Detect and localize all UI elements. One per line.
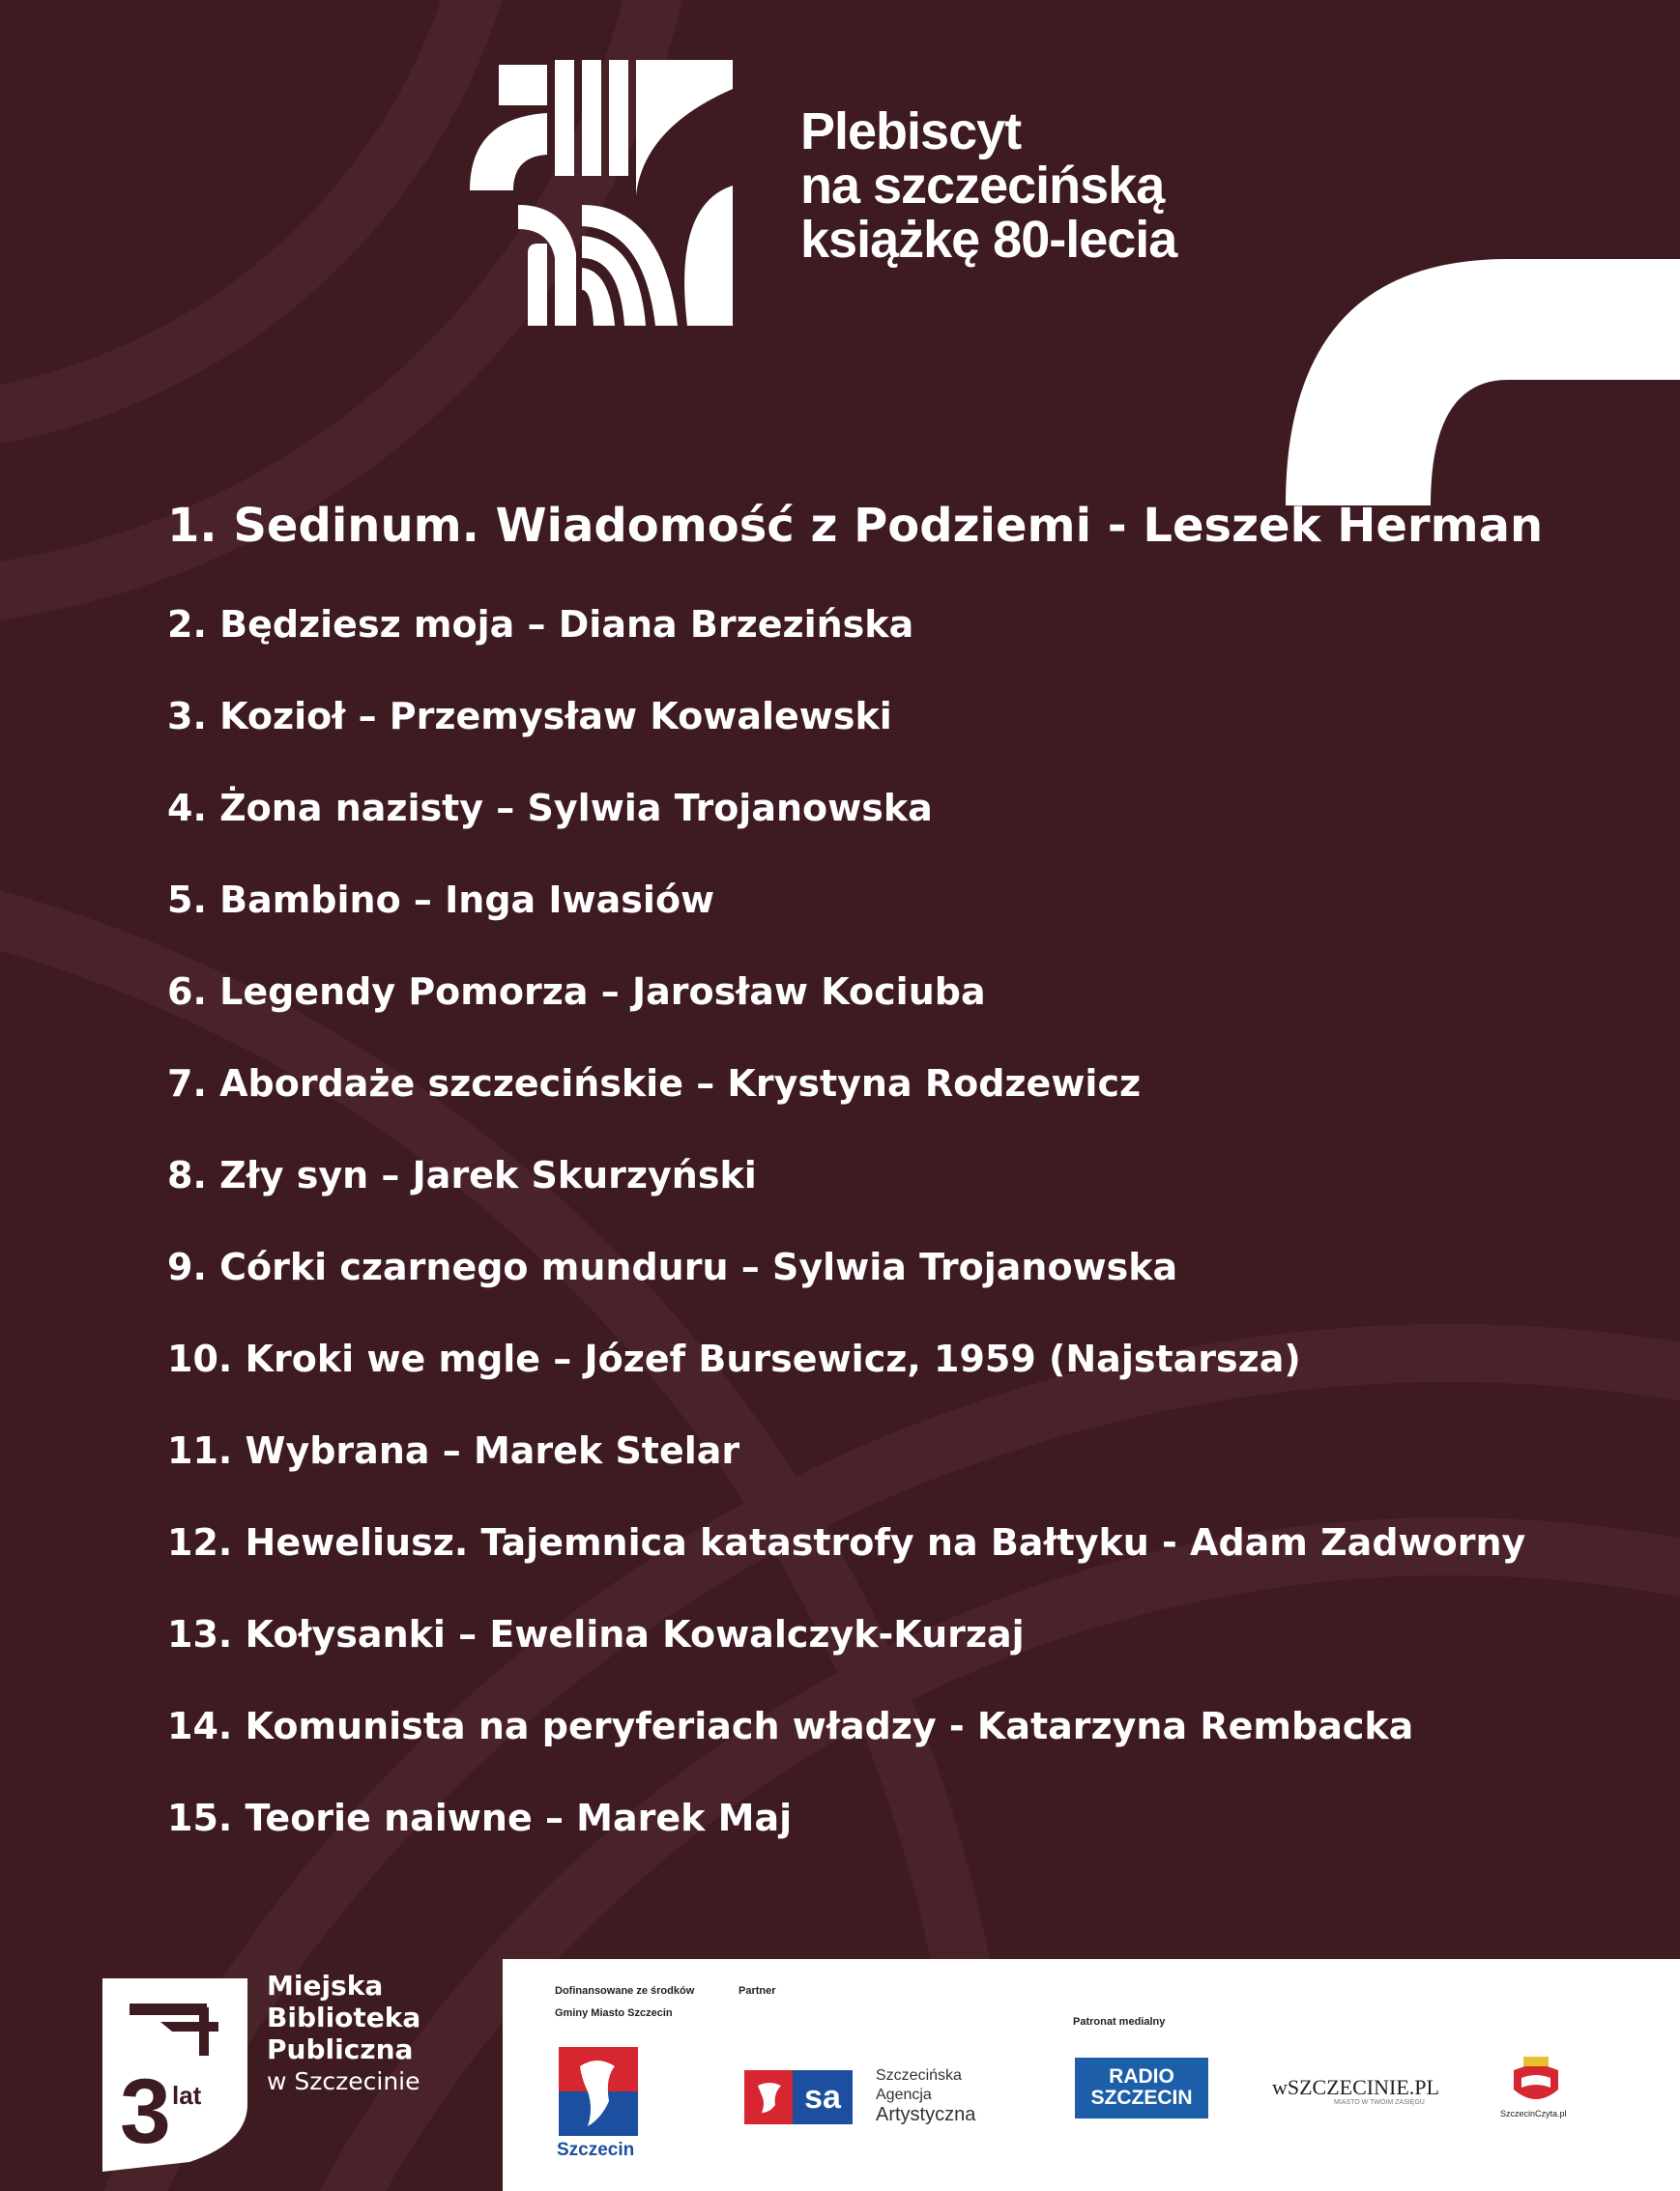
title-line-3: książkę 80-lecia	[800, 211, 1177, 269]
library-logo-lat: lat	[172, 2081, 202, 2110]
wszczecinie-logo: wSZCZECINIE.PL	[1272, 2075, 1439, 2099]
szczecin-czyta-logo	[1508, 2057, 1564, 2107]
book-list	[167, 499, 1544, 1887]
szczecin-label: Szczecin	[557, 2140, 635, 2160]
book-item: 15. Teorie naiwne – Marek Maj	[167, 1797, 793, 1839]
plebiscite-logo	[470, 60, 733, 326]
sa-name-line-2: Agencja	[876, 2087, 932, 2103]
szczecin-czyta-label: SzczecinCzyta.pl	[1500, 2109, 1567, 2119]
sa-logo	[744, 2070, 853, 2124]
radio-line-1: RADIO	[1109, 2065, 1174, 2088]
library-name-line-1: Miejska	[267, 1970, 384, 2002]
media-patron-label: Patronat medialny	[1073, 2016, 1166, 2028]
book-item: 8. Zły syn – Jarek Skurzyński	[167, 1154, 757, 1196]
sa-name-line-1: Szczecińska	[876, 2067, 962, 2084]
partner-label: Partner	[739, 1985, 776, 1997]
book-item: 4. Żona nazisty – Sylwia Trojanowska	[167, 787, 933, 829]
book-item: 7. Abordaże szczecińskie – Krystyna Rodzewicz	[167, 1062, 1142, 1105]
title-line-2: na szczecińską	[800, 157, 1165, 215]
library-city: w Szczecinie	[267, 2067, 420, 2095]
sa-name-line-3: Artystyczna	[876, 2104, 976, 2125]
sa-badge: sa	[793, 2070, 853, 2124]
book-item: 11. Wybrana – Marek Stelar	[167, 1429, 740, 1472]
book-item: 1. Sedinum. Wiadomość z Podziemi - Leszek Herman	[167, 499, 1544, 553]
library-logo	[102, 1978, 247, 2172]
library-logo-number: 3	[120, 2061, 171, 2163]
title-line-1: Plebiscyt	[800, 102, 1022, 160]
book-item: 9. Córki czarnego munduru – Sylwia Trojanowska	[167, 1246, 1178, 1288]
sa-name	[876, 2066, 975, 2124]
wszczecinie-tagline: MIASTO W TWOIM ZASIĘGU	[1334, 2099, 1425, 2106]
radio-line-2: SZCZECIN	[1090, 2087, 1193, 2109]
book-item: 2. Będziesz moja – Diana Brzezińska	[167, 603, 914, 646]
book-item: 6. Legendy Pomorza – Jarosław Kociuba	[167, 970, 986, 1013]
szczecin-logo	[559, 2047, 638, 2136]
book-item: 14. Komunista na peryferiach władzy - Katarzyna Rembacka	[167, 1705, 1414, 1747]
funded-label-2: Gminy Miasto Szczecin	[555, 2007, 673, 2019]
decorative-arch	[1286, 259, 1680, 505]
library-name-line-3: Publiczna	[267, 2033, 414, 2065]
plebiscite-title	[800, 104, 1176, 267]
book-item: 3. Kozioł – Przemysław Kowalewski	[167, 695, 892, 737]
book-item: 10. Kroki we mgle – Józef Bursewicz, 1959 (Najstarsza)	[167, 1338, 1301, 1380]
funded-label-1: Dofinansowane ze środków	[555, 1985, 695, 1997]
book-item: 12. Heweliusz. Tajemnica katastrofy na Bałtyku - Adam Zadworny	[167, 1521, 1526, 1564]
library-name-line-2: Biblioteka	[267, 2002, 421, 2033]
library-name	[267, 1970, 420, 2097]
radio-szczecin-logo	[1075, 2058, 1208, 2119]
book-item: 5. Bambino – Inga Iwasiów	[167, 879, 715, 921]
book-item: 13. Kołysanki – Ewelina Kowalczyk-Kurzaj	[167, 1613, 1025, 1656]
sa-emblem-icon	[752, 2080, 787, 2115]
